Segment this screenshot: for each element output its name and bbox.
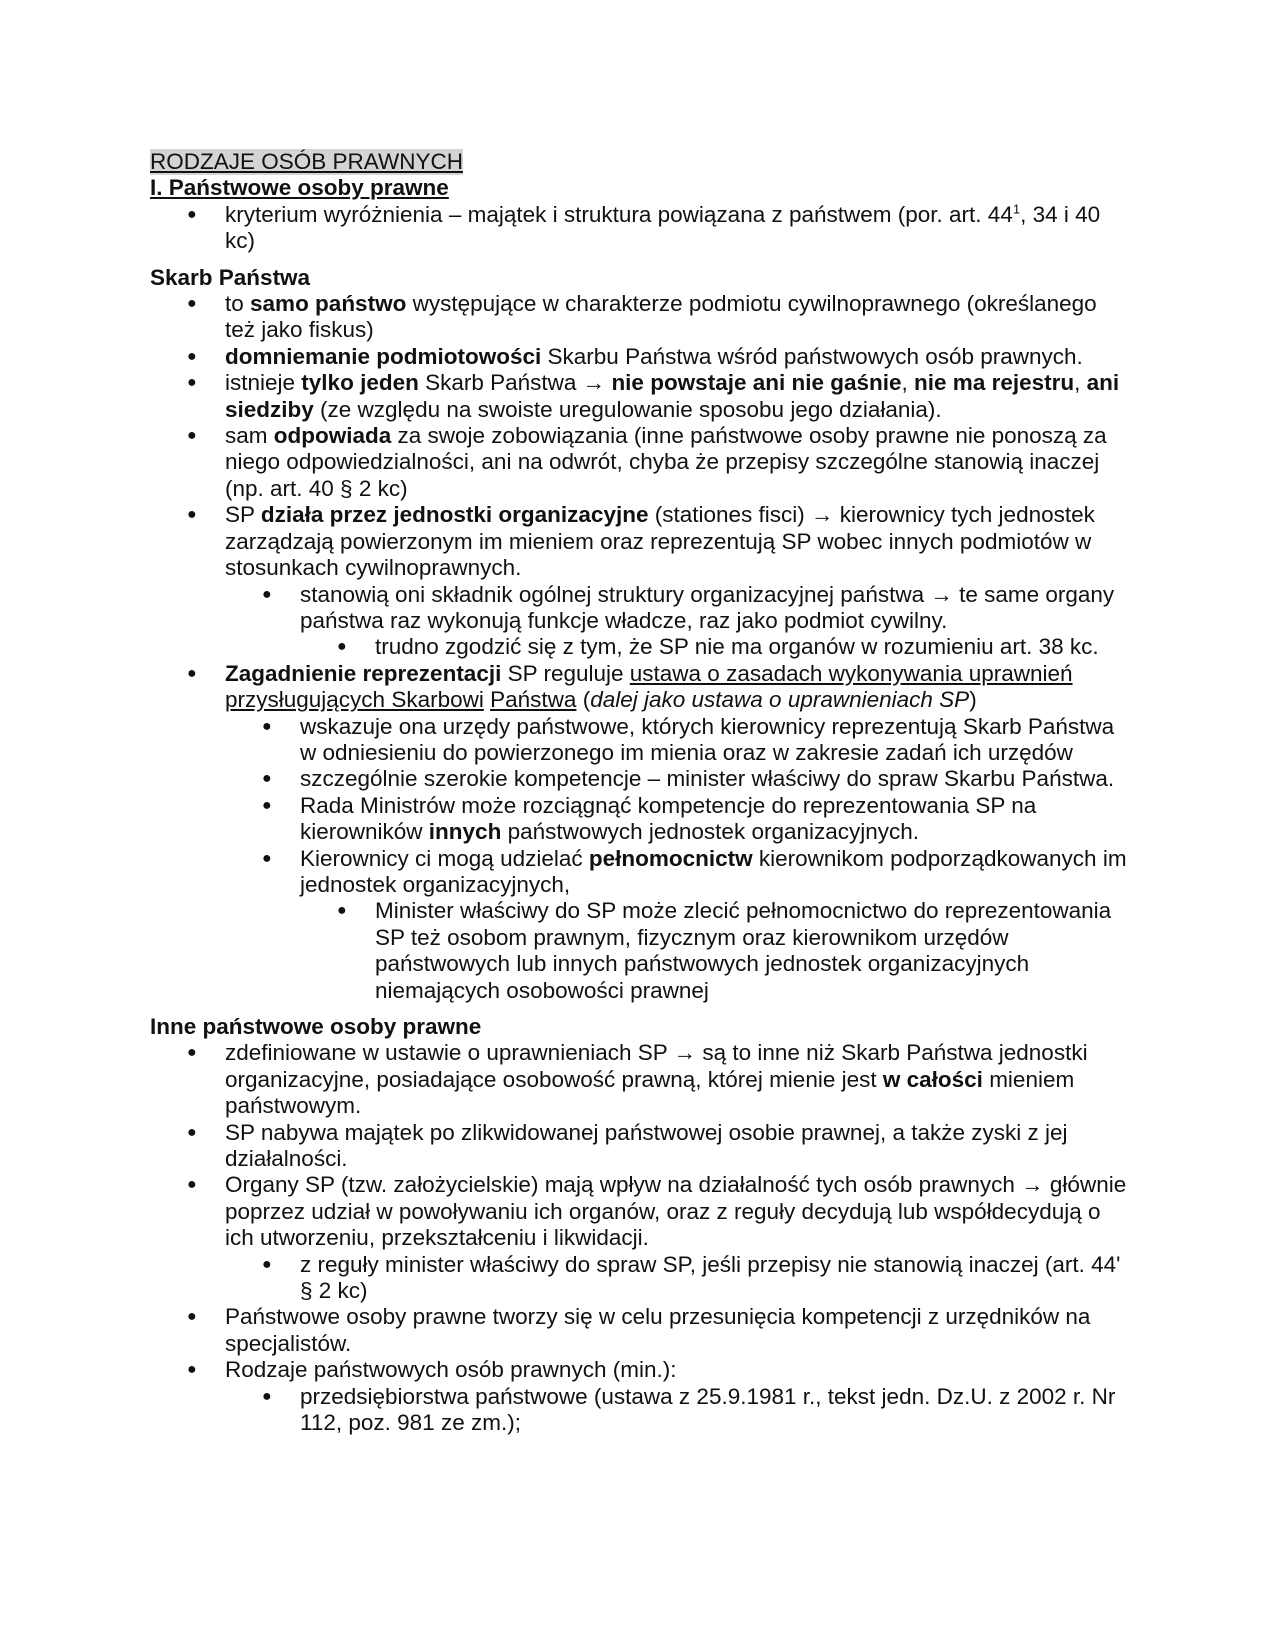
bold-text: domniemanie podmiotowości [225, 343, 542, 369]
text-run: trudno zgodzić się z tym, że SP nie ma organów w rozumieniu art. 38 kc. [375, 634, 1099, 660]
text-run: zdefiniowane w ustawie o uprawnieniach SP → są to inne niż Skarb Państwa jednostki organizacyjne, posiadające osobowość prawną, której mienie jest [225, 1040, 1088, 1092]
bold-text: ani siedziby [225, 370, 1120, 422]
text-run: SP reguluje [501, 660, 630, 686]
text-run: SP [225, 502, 261, 528]
list-item [150, 846, 1130, 899]
bullet-icon: ● [187, 506, 197, 524]
list-item [150, 1357, 1130, 1383]
text-run: Skarbu Państwa wśród państwowych osób prawnych. [541, 343, 1083, 369]
text-run: (stationes fisci) → kierownicy tych jednostek zarządzają powierzonym im mieniem oraz reprezentują SP wobec innych podmiotów w stosunkach cywilnoprawnych. [225, 502, 1095, 581]
bold-text: tylko jeden [301, 370, 419, 396]
list-item [150, 634, 1130, 660]
list-item [150, 1040, 1130, 1119]
document-page [150, 149, 1130, 1437]
text-run: za swoje zobowiązania (inne państwowe osoby prawne nie ponoszą za niego odpowiedzialności, ani na odwrót, chyba że przepisy szczególne stanowią inaczej (np. art. 40 § 2 kc) [225, 423, 1107, 501]
subsection-heading [150, 1014, 1130, 1040]
bullet-icon: ● [262, 796, 272, 814]
list-item [150, 898, 1130, 1004]
bullet-icon: ● [187, 1044, 197, 1062]
bold-text: w całości [882, 1066, 983, 1092]
text-run: stanowią oni składnik ogólnej struktury organizacyjnej państwa → te same organy państwa raz wykonują funkcje władcze, raz jako podmiot cywilny. [300, 581, 1115, 633]
bullet-icon: ● [262, 585, 272, 603]
bold-text: nie powstaje ani nie gaśnie [611, 370, 902, 396]
bold-text: pełnomocnictw [588, 845, 753, 871]
bold-text: odpowiada [273, 423, 392, 449]
text-run: szczególnie szerokie kompetencje – minister właściwy do spraw Skarbu Państwa. [300, 766, 1115, 792]
text-run: (ze względu na swoiste uregulowanie sposobu jego działania). [313, 396, 942, 422]
bullet-icon: ● [187, 1176, 197, 1194]
subsection-heading [150, 265, 1130, 291]
text-run: występujące w charakterze podmiotu cywilnoprawnego (określanego też jako fiskus) [225, 291, 1097, 343]
bold-text: Zagadnienie reprezentacji [225, 660, 502, 686]
list-item [150, 370, 1130, 423]
bold-text: innych [428, 819, 502, 845]
bullet-icon: ● [262, 1387, 272, 1405]
section-heading: I. Państwowe osoby prawne [150, 175, 449, 201]
text-run: z reguły minister właściwy do spraw SP, jeśli przepisy nie stanowią inaczej (art. 44' § 2 kc) [300, 1251, 1121, 1304]
text-run: państwowych jednostek organizacyjnych. [501, 819, 920, 845]
content-blocks [150, 202, 1130, 1437]
bullet-icon: ● [262, 1255, 272, 1273]
text-run: mieniem państwowym. [225, 1066, 1075, 1119]
list-item [150, 291, 1130, 344]
list-item [150, 202, 1130, 255]
bullet-icon: ● [187, 205, 197, 223]
underlined-text: Państwa [490, 687, 577, 713]
list-item [150, 423, 1130, 502]
list-item [150, 1304, 1130, 1357]
text-run: , [901, 370, 915, 396]
text-run: kierownikom podporządkowanych im jednostek organizacyjnych, [300, 845, 1127, 897]
text-run: , 34 i 40 kc) [225, 201, 1101, 254]
text-run: , [1074, 370, 1087, 396]
bold-text: nie ma rejestru [914, 370, 1075, 396]
bold-text: samo państwo [250, 291, 407, 317]
text-run: przedsiębiorstwa państwowe (ustawa z 25.9.1981 r., tekst jedn. Dz.U. z 2002 r. Nr 112, poz. 981 ze zm.); [300, 1383, 1116, 1436]
list-item [150, 766, 1130, 792]
bullet-icon: ● [187, 347, 197, 365]
bullet-icon: ● [187, 1361, 197, 1379]
bullet-icon: ● [187, 1123, 197, 1141]
bullet-icon: ● [187, 374, 197, 392]
list-item [150, 793, 1130, 846]
list-item [150, 661, 1130, 714]
bullet-icon: ● [337, 638, 347, 656]
bold-text: działa przez jednostki organizacyjne [260, 502, 649, 528]
text-run: Rada Ministrów może rozciągnąć kompetencje do reprezentowania SP na kierowników [300, 792, 1037, 845]
text-run: SP nabywa majątek po zlikwidowanej państwowej osobie prawnej, a także zyski z jej działalności. [225, 1119, 1068, 1172]
text-run: Inne państwowe osoby prawne [150, 1014, 482, 1039]
bullet-icon: ● [187, 427, 197, 445]
superscript: 1 [1012, 201, 1021, 217]
bullet-icon: ● [187, 295, 197, 313]
list-item [150, 502, 1130, 581]
text-run: Skarb Państwa → [418, 370, 612, 396]
list-item [150, 582, 1130, 635]
text-run: sam [225, 423, 274, 449]
text-run: to [225, 291, 251, 317]
text-run: Rodzaje państwowych osób prawnych (min.): [225, 1357, 677, 1383]
text-run: Minister właściwy do SP może zlecić pełnomocnictwo do reprezentowania SP też osobom prawnym, fizycznym oraz kierownikom urzędów państwowych lub innych państwowych jednostek organizacyjnych niemających osobowości prawnej [375, 898, 1112, 1003]
text-run: Kierownicy ci mogą udzielać [300, 845, 589, 871]
bullet-icon: ● [337, 902, 347, 920]
text-run: ( [576, 687, 591, 713]
list-item [150, 714, 1130, 767]
bullet-icon: ● [187, 1308, 197, 1326]
italic-text: dalej jako ustawa o uprawnieniach SP [590, 687, 970, 713]
bullet-icon: ● [262, 849, 272, 867]
bullet-icon: ● [187, 664, 197, 682]
list-item [150, 1120, 1130, 1173]
text-run: istnieje [225, 370, 302, 396]
list-item [150, 1384, 1130, 1437]
text-run: wskazuje ona urzędy państwowe, których kierownicy reprezentują Skarb Państwa w odniesieniu do powierzonego im mienia oraz w zakresie zadań ich urzędów [300, 713, 1115, 765]
bullet-icon: ● [262, 770, 272, 788]
document-title: RODZAJE OSÓB PRAWNYCH [150, 149, 463, 174]
list-item [150, 1252, 1130, 1305]
text-run: Skarb Państwa [150, 264, 311, 290]
text-run: ) [969, 687, 977, 713]
text-run: Organy SP (tzw. założycielskie) mają wpływ na działalność tych osób prawnych → głównie poprzez udział w powoływaniu ich organów, oraz z reguły decydują lub współdecydują o ich utworzeniu, przekształceniu i likwidacji. [225, 1172, 1127, 1251]
text-run: kryterium wyróżnienia – majątek i struktura powiązana z państwem (por. art. 44 [225, 201, 1013, 227]
list-item [150, 1172, 1130, 1251]
bullet-icon: ● [262, 717, 272, 735]
list-item [150, 344, 1130, 370]
underlined-text: ustawa o zasadach wykonywania uprawnień przysługujących Skarbowi [225, 660, 1073, 713]
text-run: Państwowe osoby prawne tworzy się w celu przesunięcia kompetencji z urzędników na specjalistów. [225, 1304, 1091, 1356]
